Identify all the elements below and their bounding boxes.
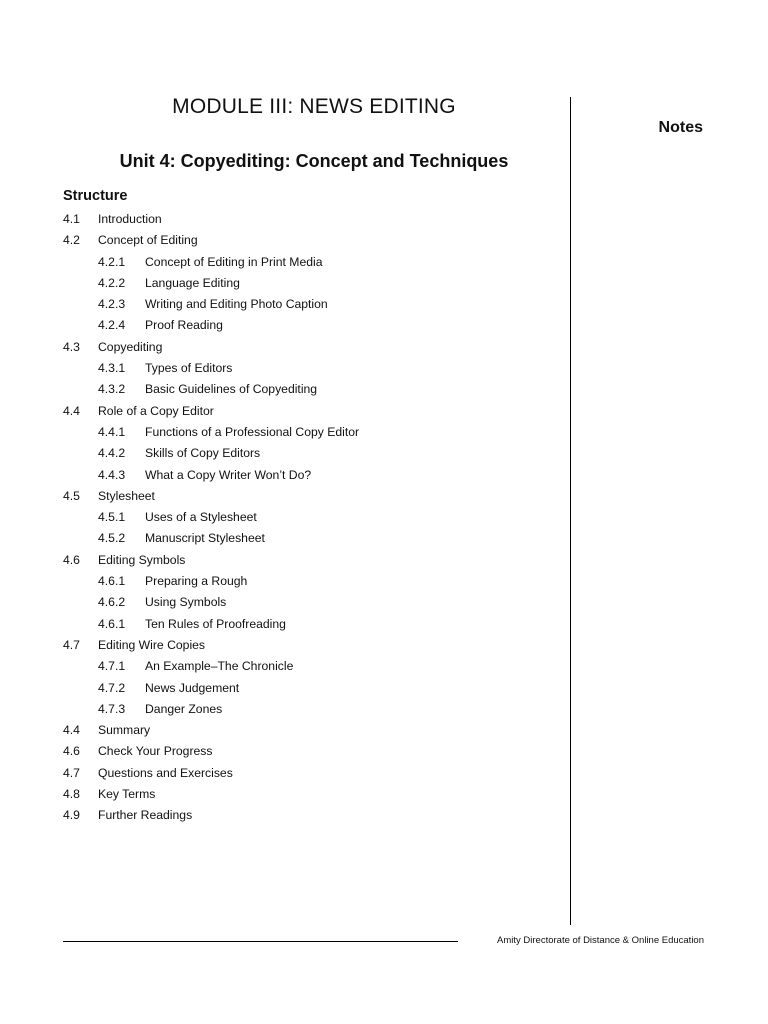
toc-item-number: 4.7	[63, 637, 80, 652]
toc-item-title: Uses of a Stylesheet	[145, 510, 257, 525]
toc-item	[63, 699, 563, 720]
toc-item-title: Key Terms	[98, 787, 156, 802]
toc-item-title: Basic Guidelines of Copyediting	[145, 382, 318, 397]
toc-item	[63, 486, 563, 507]
structure-heading: Structure	[63, 188, 128, 204]
unit-title: Unit 4: Copyediting: Concept and Techniques	[119, 151, 509, 171]
toc-item-number: 4.6	[63, 744, 80, 759]
toc-item	[63, 252, 563, 273]
toc-item	[63, 805, 563, 826]
toc-item	[63, 209, 563, 230]
toc-item	[63, 507, 563, 528]
toc-item-number: 4.7.3	[98, 701, 126, 716]
notes-label: Notes	[658, 119, 703, 136]
toc-item-number: 4.6.2	[98, 595, 126, 610]
toc-item-title: Writing and Editing Photo Caption	[145, 297, 328, 312]
toc-item-title: Proof Reading	[145, 318, 223, 333]
toc-item	[63, 294, 563, 315]
toc-item-number: 4.5.2	[98, 531, 126, 546]
toc-item	[63, 741, 563, 762]
toc-item	[63, 635, 563, 656]
toc-item	[63, 358, 563, 379]
toc-item	[63, 614, 563, 635]
toc-item-title: Copyediting	[98, 339, 163, 354]
table-of-contents	[63, 209, 563, 827]
toc-item-number: 4.4	[63, 723, 80, 738]
toc-item-number: 4.3.1	[98, 361, 126, 376]
toc-item-title: Concept of Editing in Print Media	[145, 254, 323, 269]
toc-item	[63, 273, 563, 294]
toc-item	[63, 422, 563, 443]
toc-item-number: 4.5.1	[98, 510, 126, 525]
toc-item-number: 4.6.1	[98, 616, 126, 631]
footer-rule	[63, 941, 458, 942]
toc-item-number: 4.5	[63, 488, 80, 503]
toc-item-number: 4.4.2	[98, 446, 126, 461]
toc-item-title: Stylesheet	[98, 488, 155, 503]
toc-item	[63, 550, 563, 571]
toc-item-number: 4.9	[63, 808, 80, 823]
toc-item-title: Check Your Progress	[98, 744, 213, 759]
toc-item-number: 4.3.2	[98, 382, 126, 397]
toc-item	[63, 763, 563, 784]
toc-item-number: 4.4	[63, 403, 80, 418]
toc-item-title: Editing Symbols	[98, 552, 186, 567]
toc-item-number: 4.4.3	[98, 467, 126, 482]
toc-item-number: 4.7	[63, 765, 80, 780]
toc-item-title: Questions and Exercises	[98, 765, 233, 780]
toc-item	[63, 571, 563, 592]
toc-item-number: 4.6.1	[98, 574, 126, 589]
toc-item-number: 4.2	[63, 233, 80, 248]
toc-item	[63, 379, 563, 400]
toc-item	[63, 528, 563, 549]
toc-item	[63, 401, 563, 422]
toc-item-title: Role of a Copy Editor	[98, 403, 214, 418]
toc-item-title: Language Editing	[145, 275, 240, 290]
toc-item-title: Editing Wire Copies	[98, 637, 206, 652]
toc-item-number: 4.4.1	[98, 424, 126, 439]
toc-item-title: Using Symbols	[145, 595, 227, 610]
toc-item-number: 4.3	[63, 339, 80, 354]
toc-item-title: Types of Editors	[145, 361, 233, 376]
toc-item-number: 4.7.1	[98, 659, 126, 674]
module-title: MODULE III: NEWS EDITING	[172, 95, 456, 118]
toc-item	[63, 230, 563, 251]
footer-text: Amity Directorate of Distance & Online Education	[497, 935, 704, 946]
toc-item	[63, 656, 563, 677]
toc-item-number: 4.2.2	[98, 275, 126, 290]
toc-item-number: 4.2.1	[98, 254, 126, 269]
toc-item-title: News Judgement	[145, 680, 240, 695]
toc-item-title: Danger Zones	[145, 701, 223, 716]
toc-item-title: Summary	[98, 723, 151, 738]
toc-item	[63, 443, 563, 464]
toc-item-number: 4.6	[63, 552, 80, 567]
toc-item-title: Concept of Editing	[98, 233, 198, 248]
toc-item-title: Functions of a Professional Copy Editor	[145, 424, 360, 439]
toc-item-title: Manuscript Stylesheet	[145, 531, 265, 546]
toc-item-title: An Example–The Chronicle	[145, 659, 294, 674]
toc-item-number: 4.2.4	[98, 318, 126, 333]
toc-item-number: 4.2.3	[98, 297, 126, 312]
margin-divider	[570, 97, 571, 925]
toc-item	[63, 720, 563, 741]
toc-item	[63, 465, 563, 486]
toc-item-title: Skills of Copy Editors	[145, 446, 261, 461]
toc-item-title: Introduction	[98, 212, 162, 226]
toc-item-title: Preparing a Rough	[145, 574, 248, 589]
toc-item	[63, 315, 563, 336]
toc-item-title: What a Copy Writer Won’t Do?	[145, 467, 312, 482]
toc-item	[63, 592, 563, 613]
toc-item-title: Further Readings	[98, 808, 193, 823]
toc-item-number: 4.1	[63, 212, 80, 226]
toc-item	[63, 678, 563, 699]
toc-item-number: 4.7.2	[98, 680, 126, 695]
toc-item-title: Ten Rules of Proofreading	[145, 616, 286, 631]
toc-item-number: 4.8	[63, 787, 80, 802]
toc-item	[63, 784, 563, 805]
toc-item	[63, 337, 563, 358]
